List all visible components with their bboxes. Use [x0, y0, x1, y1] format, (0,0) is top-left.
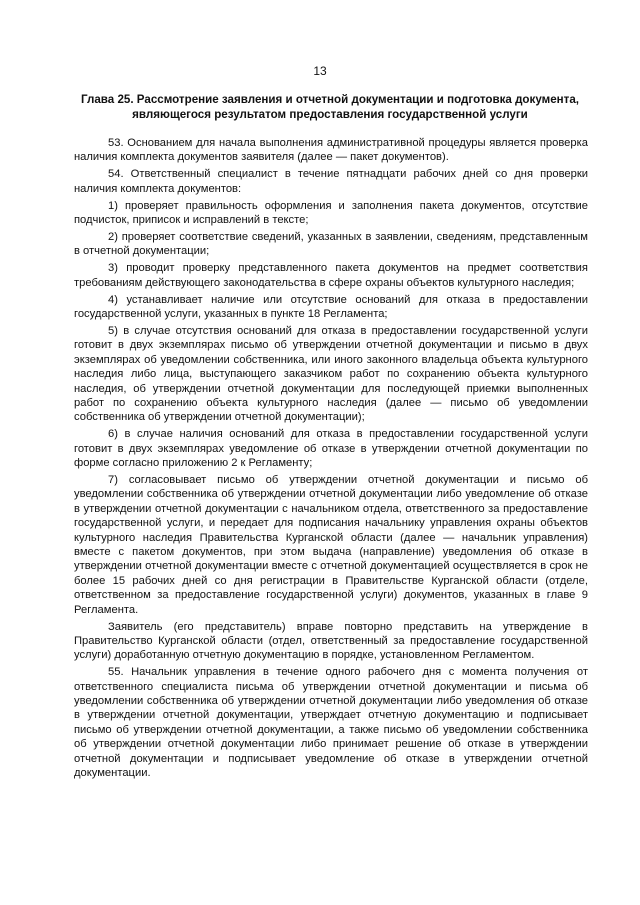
- list-item-1: 1) проверяет правильность оформления и заполнения пакета документов, отсутствие подчисток, приписок и исправлений в тексте;: [74, 199, 588, 227]
- list-item-3: 3) проводит проверку представленного пакета документов на предмет соответствия требованиям действующего законодательства в сфере охраны объектов культурного наследия;: [74, 262, 588, 289]
- chapter-title: Глава 25. Рассмотрение заявления и отчетной документации и подготовка документа, являющегося результатом предоставления государственной услуги: [81, 93, 579, 121]
- list-item-4: 4) устанавливает наличие или отсутствие оснований для отказа в предоставлении государственной услуги, указанных в пункте 18 Регламента;: [74, 293, 588, 320]
- paragraph-53: 53. Основанием для начала выполнения административной процедуры является проверка наличия комплекта документов заявителя (далее — пакет документов).: [74, 137, 588, 164]
- page-number: 13: [313, 64, 327, 78]
- applicant-paragraph: Заявитель (его представитель) вправе повторно представить на утверждение в Правительство Курганской области (отдел, ответственный за предоставление государственной услуги) доработанную отчетную документацию в порядке, установленном Регламентом.: [74, 620, 588, 662]
- list-item-2: 2) проверяет соответствие сведений, указанных в заявлении, сведениям, представленным в отчетной документации;: [74, 230, 588, 258]
- paragraph-54: 54. Ответственный специалист в течение пятнадцати рабочих дней со дня проверки наличия комплекта документов:: [74, 168, 588, 195]
- body-text: [74, 136, 588, 780]
- paragraph-55: 55. Начальник управления в течение одного рабочего дня с момента получения от ответственного специалиста письма об утверждении отчетной документации и письма об уведомлении собственника об утверждении отчетной документации либо уведомления об отказе в утверждении отчетной документации, утверждает отчетную документацию и подписывает письмо об утверждении отчетной документации, а также письмо об уведомлении собственника об утверждении отчетной документации либо принимает решение об отказе в утверждении отчетной документации и подписывает уведомление об отказе в утверждении отчетной документации.: [74, 666, 588, 780]
- list-item-7: 7) согласовывает письмо об утверждении отчетной документации и письмо об уведомлении собственника об утверждении отчетной документации либо уведомление об отказе в утверждении отчетной документации с начальником отдела, ответственного за предоставление государственной услуги, и передает для подписания начальнику управления охраны объектов культурного наследия Правительства Курганской области (далее — начальник управления) вместе с пакетом документов, при этом выдача (направление) уведомления об отказе в утверждении отчетной документации вместе с отчетной документацией осуществляется в срок не более 15 рабочих дней со дня регистрации в Правительстве Курганской области (отделе, ответственном за предоставление государственной услуги) документов, указанных в главе 9 Регламента.: [74, 473, 588, 616]
- list-item-6: 6) в случае наличия оснований для отказа в предоставлении государственной услуги готовит в двух экземплярах уведомление об отказе в утверждении отчетной документации по форме согласно приложению 2 к Регламенту;: [74, 428, 588, 470]
- list-item-5: 5) в случае отсутствия оснований для отказа в предоставлении государственной услуги готовит в двух экземплярах письмо об утверждении отчетной документации и письмо в двух экземплярах об уведомлении собственника, или иного законного владельца объекта культурного наследия либо лица, выступающего заказчиком работ по сохранению объекта культурного наследия, об утверждении отчетной документации для последующей приемки выполненных работ по сохранению объекта культурного наследия (далее — письмо об уведомлении собственника об утверждении отчетной документации);: [74, 324, 588, 424]
